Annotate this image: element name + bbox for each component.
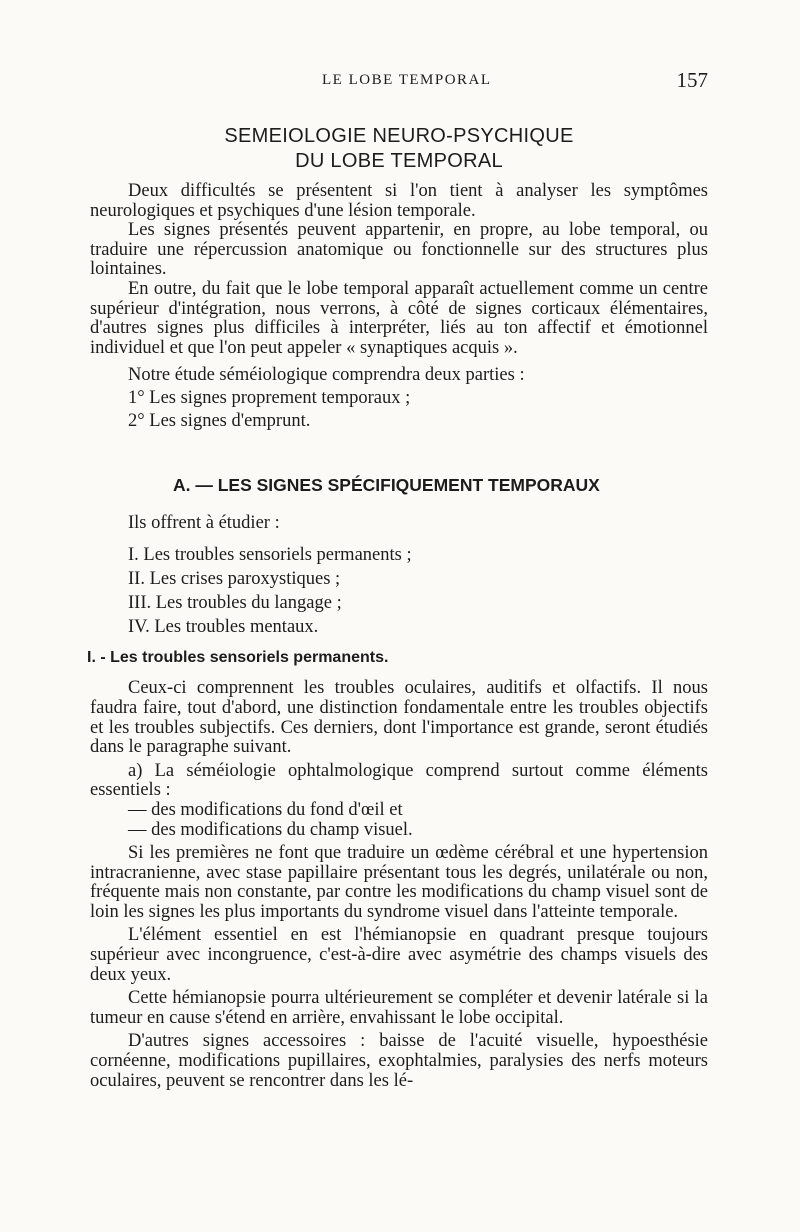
section-1-paragraph-2: a) La séméiologie ophtalmologique comprend surtout comme éléments essentiels : — [90, 760, 708, 801]
chapter-title — [90, 124, 708, 174]
chapter-title-line-1: SEMEIOLOGIE NEURO-PSYCHIQUE — [224, 125, 574, 147]
intro-paragraph-2: Les signes présentés peuvent appartenir, en propre, au lobe temporal, ou traduire une répercussion anatomique ou fonctionnelle sur des structures plus lointaines. — [90, 220, 708, 280]
section-a-heading: A. — LES SIGNES SPÉCIFIQUEMENT TEMPORAUX — [173, 475, 600, 496]
section-a-list — [128, 543, 708, 639]
book-page — [87, 66, 708, 1091]
intro-part-2: 2° Les signes d'emprunt. — [128, 411, 311, 432]
running-head — [90, 66, 708, 90]
running-title: LE LOBE TEMPORAL — [322, 72, 492, 88]
list-item: III. Les troubles du langage ; — [128, 593, 342, 614]
section-1-paragraph-3: Si les premières ne font que traduire un œdème cérébral et une hypertension intracranienne, avec stase papillaire présentant tous les degrés, unilatérale ou non, fréquente mais non constante, par contre les modifications du champ visuel sont de loin les signes les plus importants du syndrome visuel dans l'atteinte temporale. — [90, 843, 708, 922]
dash-item-1: — des modifications du fond d'œil et — [128, 799, 403, 820]
list-item: II. Les crises paroxystiques ; — [128, 569, 341, 590]
dash-item-2: — des modifications du champ visuel. — [128, 819, 413, 840]
section-1-paragraph-1: Ceux-ci comprennent les troubles oculaires, auditifs et olfactifs. Il nous faudra faire, tout d'abord, une distinction fondamentale entre les troubles objectifs et les troubles subjectifs. Ces derniers, dont l'importance est grande, seront étudiés dans le paragraphe suivant. — [90, 678, 708, 758]
chapter-title-line-2: DU LOBE TEMPORAL — [295, 150, 503, 172]
intro-paragraph-3: En outre, du fait que le lobe temporal apparaît actuellement comme un centre supérieur d'intégration, nous verrons, à côté de signes corticaux élémentaires, d'autres signes plus difficiles à interpréter, liés au ton affectif et émotionnel individuel et que l'on peut appeler « synaptiques acquis ». — [90, 278, 708, 358]
section-a-lead: Ils offrent à étudier : — [128, 513, 280, 534]
intro-part-1: 1° Les signes proprement temporaux ; — [128, 388, 411, 409]
list-item: I. Les troubles sensoriels permanents ; — [128, 545, 412, 566]
list-item: IV. Les troubles mentaux. — [128, 617, 319, 638]
intro-paragraph-1: Deux difficultés se présentent si l'on tient à analyser les symptômes neurologiques et psychiques d'une lésion temporale. — [90, 181, 708, 221]
section-1-paragraph-5: Cette hémianopsie pourra ultérieurement se compléter et devenir latérale si la tumeur en cause s'étend en arrière, envahissant le lobe occipital. — [90, 988, 708, 1028]
section-1-paragraph-4: L'élément essentiel en est l'hémianopsie en quadrant presque toujours supérieur avec incongruence, c'est-à-dire avec asymétrie des champs visuels des deux yeux. — [90, 925, 708, 985]
subsection-heading: I. - Les troubles sensoriels permanents. — [87, 649, 389, 667]
intro-paragraph-4: Notre étude séméiologique comprendra deux parties : — [128, 365, 525, 386]
page-number: 157 — [676, 68, 708, 92]
section-1-paragraph-6: D'autres signes accessoires : baisse de l'acuité visuelle, hypoesthésie cornéenne, modifications pupillaires, exophtalmies, paralysies des nerfs moteurs oculaires, peuvent se rencontrer dans les lé- — [90, 1031, 708, 1091]
